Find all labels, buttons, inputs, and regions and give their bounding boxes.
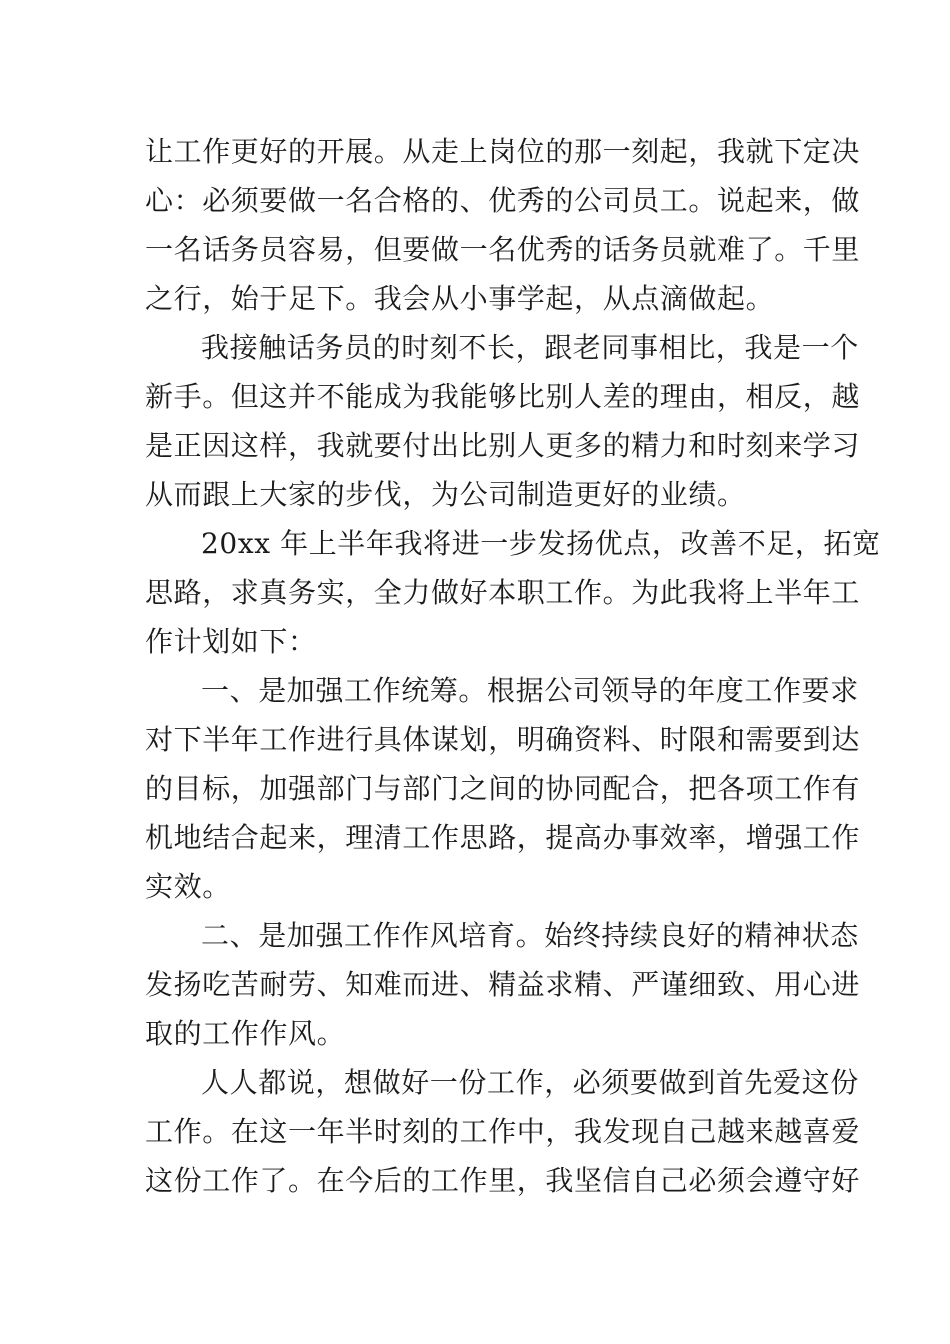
text-line: 心：必须要做一名合格的、优秀的公司员工。说起来，做 <box>145 184 861 217</box>
text-line: 一名话务员容易，但要做一名优秀的话务员就难了。千里 <box>145 233 861 266</box>
text-line: 是正因这样，我就要付出比别人更多的精力和时刻来学习 <box>145 429 861 462</box>
paragraph-first-line: 一、是加强工作统筹。根据公司领导的年度工作要求 <box>201 674 859 707</box>
text-line: 发扬吃苦耐劳、知难而进、精益求精、严谨细致、用心进 <box>145 968 861 1001</box>
text-line: 新手。但这并不能成为我能够比别人差的理由，相反，越 <box>145 380 861 413</box>
text-line: 之行，始于足下。我会从小事学起，从点滴做起。 <box>145 282 775 315</box>
text-line: 机地结合起来，理清工作思路，提高办事效率，增强工作 <box>145 821 861 854</box>
text-line: 对下半年工作进行具体谋划，明确资料、时限和需要到达 <box>145 723 861 756</box>
text-line: 工作。在这一年半时刻的工作中，我发现自己越来越喜爱 <box>145 1115 861 1148</box>
paragraph-first-line: 我接触话务员的时刻不长，跟老同事相比，我是一个 <box>201 331 859 364</box>
text-line: 让工作更好的开展。从走上岗位的那一刻起，我就下定决 <box>145 135 861 168</box>
text-line: 的目标，加强部门与部门之间的协同配合，把各项工作有 <box>145 772 861 805</box>
paragraph-first-line: 20xx 年上半年我将进一步发扬优点，改善不足，拓宽 <box>201 527 881 560</box>
text-line: 实效。 <box>145 870 231 903</box>
text-line: 取的工作作风。 <box>145 1017 346 1050</box>
text-line: 从而跟上大家的步伐，为公司制造更好的业绩。 <box>145 478 746 511</box>
paragraph-first-line: 二、是加强工作作风培育。始终持续良好的精神状态 <box>201 919 859 952</box>
text-line: 思路，求真务实，全力做好本职工作。为此我将上半年工 <box>145 576 861 609</box>
text-line: 这份工作了。在今后的工作里，我坚信自己必须会遵守好 <box>145 1164 861 1197</box>
text-line: 作计划如下： <box>145 625 317 658</box>
paragraph-first-line: 人人都说，想做好一份工作，必须要做到首先爱这份 <box>201 1066 859 1099</box>
document-body <box>145 127 881 1205</box>
